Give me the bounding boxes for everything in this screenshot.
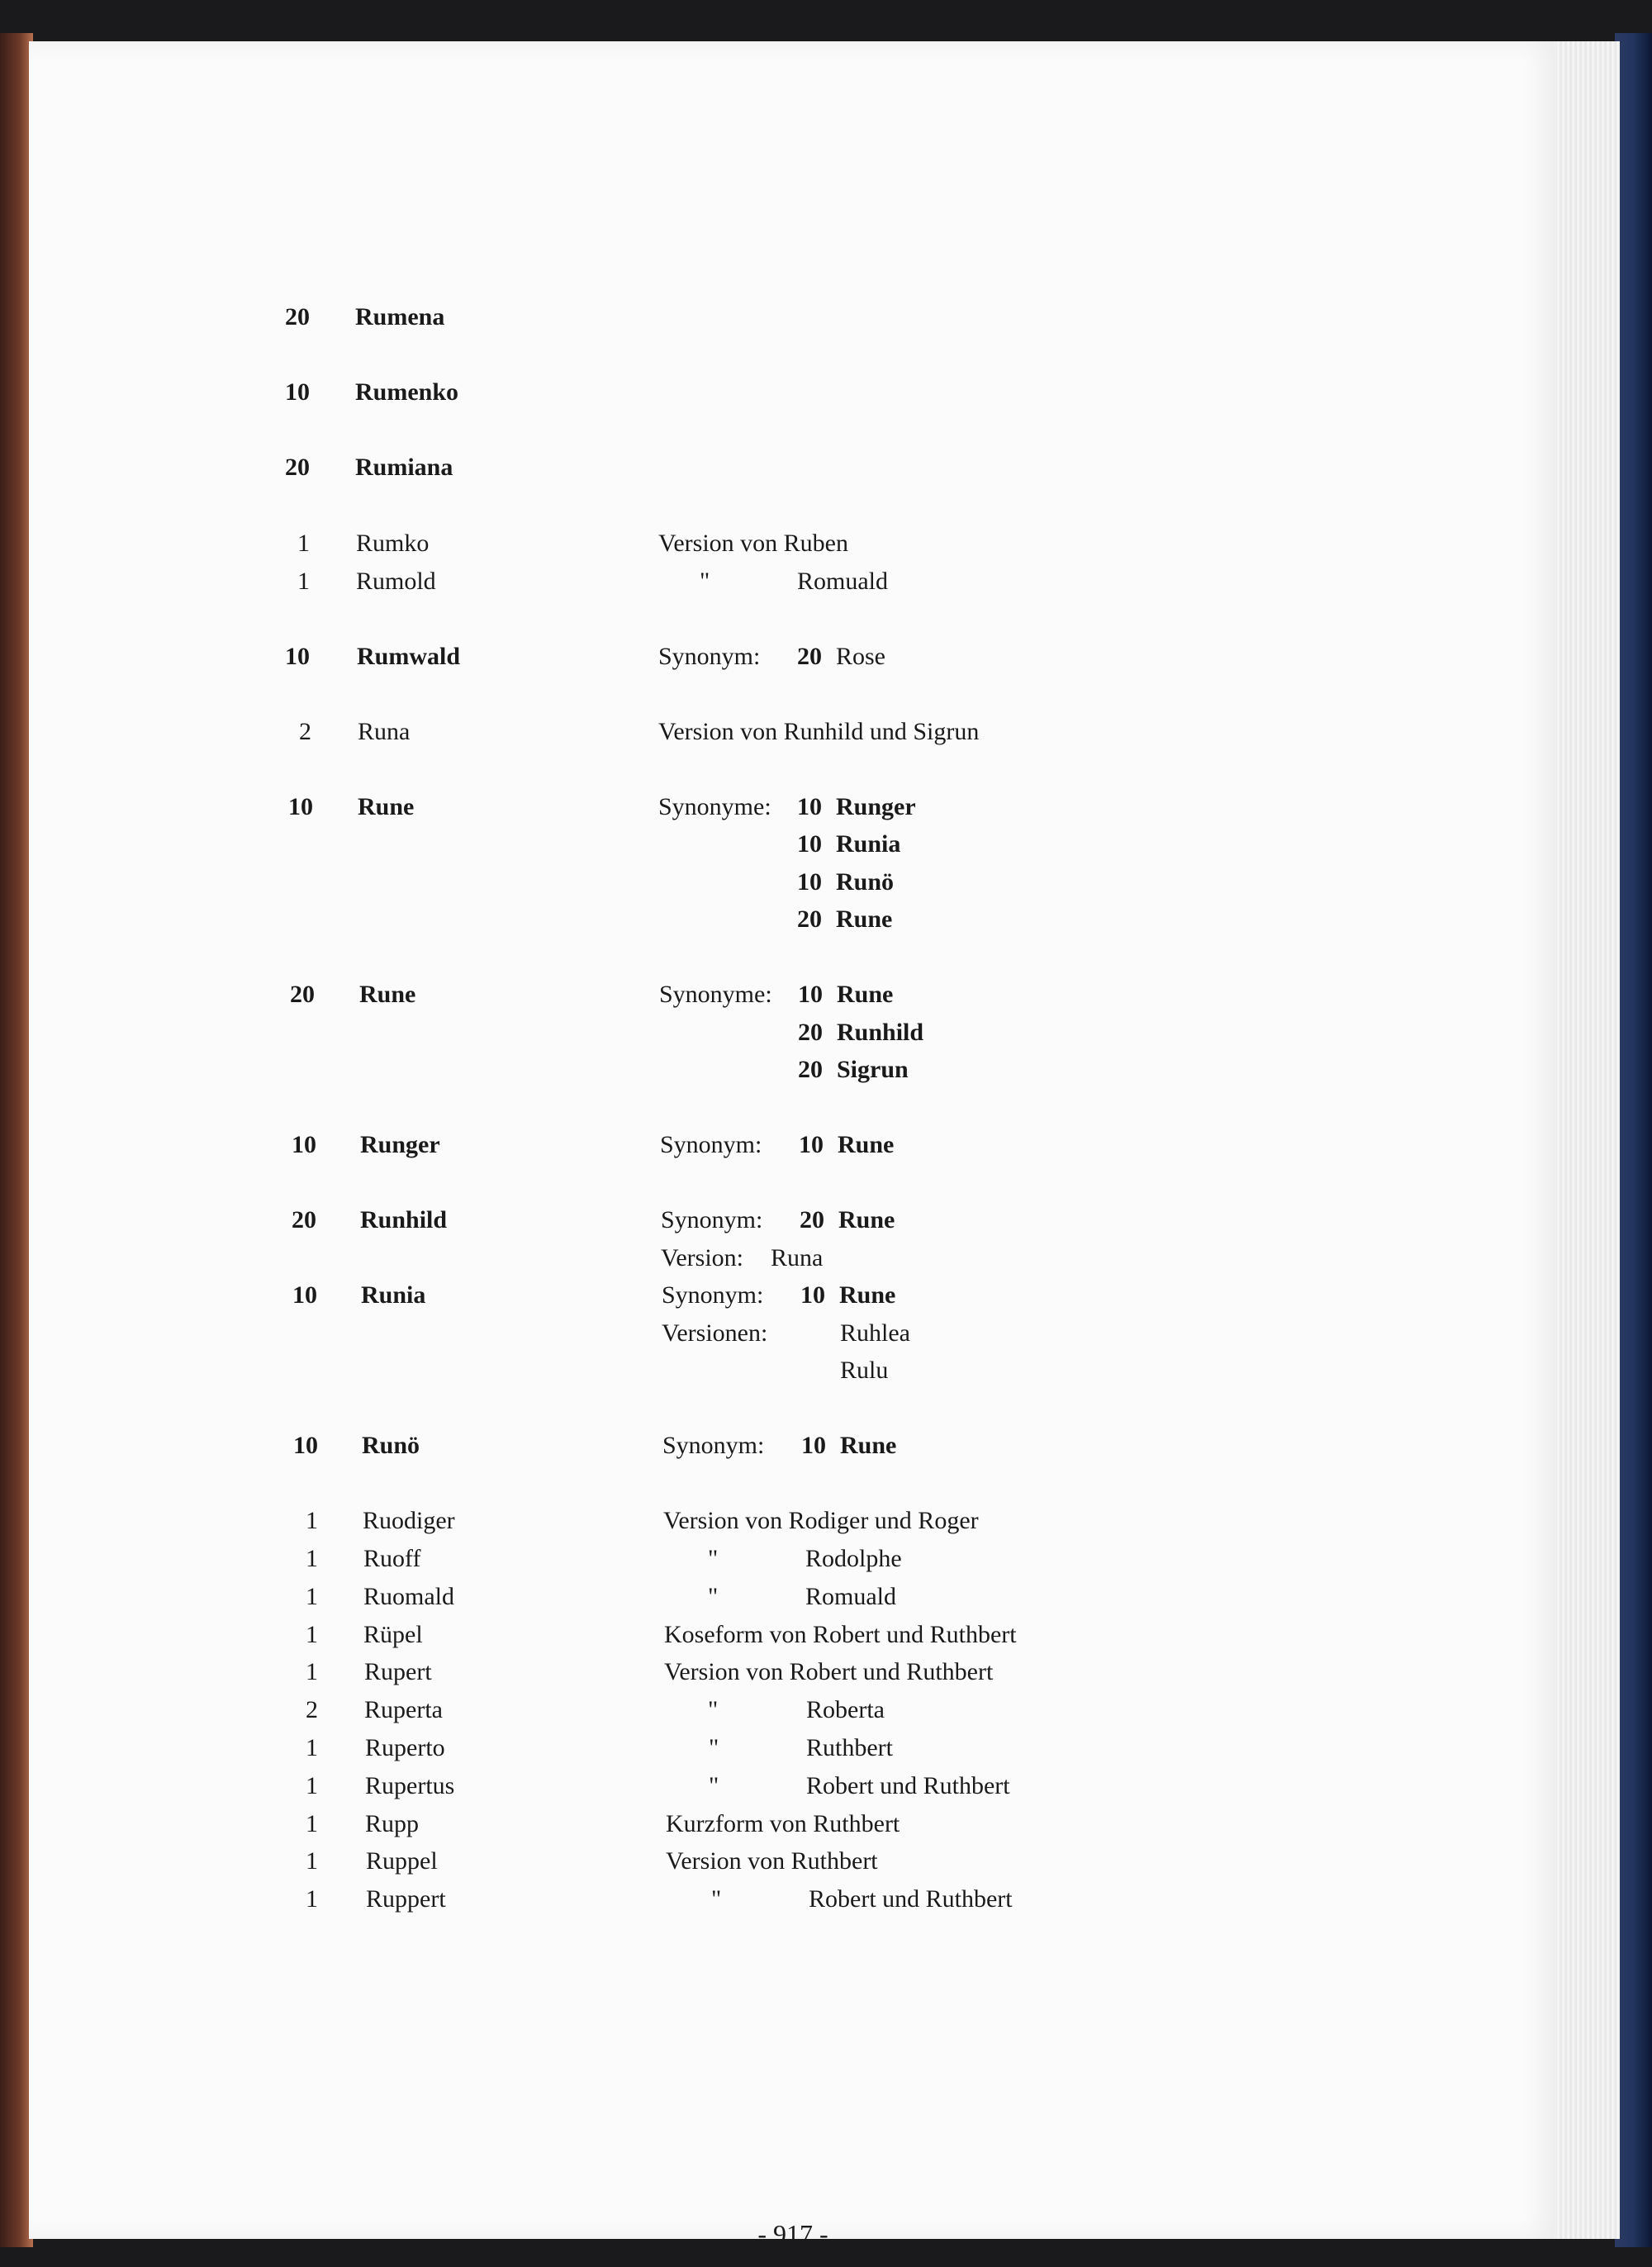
entry-description: Kurzform von Ruthbert — [666, 1810, 900, 1837]
ref-name: Runia — [836, 830, 901, 858]
entry-count: 20 — [285, 454, 310, 481]
entry-description: Version von Robert und Ruthbert — [664, 1658, 994, 1685]
ref-name: Rune — [838, 1206, 895, 1233]
entry-label: Synonym: — [662, 1432, 765, 1459]
version-name: Rulu — [840, 1357, 889, 1384]
entry-count: 1 — [306, 1658, 318, 1685]
ditto-mark: " — [708, 1545, 719, 1572]
version-label: Versionen: — [662, 1319, 768, 1347]
entry-name: Rumwald — [357, 643, 461, 670]
entry-count: 1 — [306, 1885, 318, 1913]
ref-number: 10 — [799, 1131, 824, 1158]
entry-name: Ruodiger — [363, 1507, 455, 1534]
ditto-mark: " — [711, 1885, 722, 1913]
entry-description: Version von Ruben — [658, 530, 848, 557]
ditto-mark: " — [708, 1696, 719, 1723]
ref-number: 20 — [798, 1056, 823, 1083]
entry-name: Runhild — [360, 1206, 448, 1233]
ref-number: 20 — [797, 643, 822, 670]
page-edges — [1553, 41, 1620, 2239]
ref-name: Sigrun — [837, 1056, 909, 1083]
entry-name: Ruomald — [363, 1583, 454, 1610]
entry-count: 20 — [292, 1206, 316, 1233]
entry-label: Synonym: — [661, 1206, 763, 1233]
entry-count: 10 — [285, 643, 310, 670]
ref-number: 10 — [797, 868, 822, 896]
entry-name: Rune — [359, 981, 416, 1008]
entry-name: Rupert — [364, 1658, 432, 1685]
entry-name: Runger — [360, 1131, 440, 1158]
ref-number: 10 — [800, 1281, 825, 1309]
ditto-mark: " — [709, 1734, 719, 1761]
entry-count: 1 — [306, 1734, 318, 1761]
entry-name: Ruppel — [366, 1847, 438, 1875]
version-label: Version: — [661, 1244, 743, 1271]
entry-label: Synonym: — [660, 1131, 762, 1158]
entry-count: 10 — [292, 1281, 317, 1309]
entry-name: Rumold — [356, 568, 436, 595]
entry-count: 20 — [290, 981, 315, 1008]
entry-name: Rumiana — [355, 454, 453, 481]
entry-name: Ruperto — [365, 1734, 445, 1761]
ref-number: 10 — [797, 793, 822, 820]
ref-number: 10 — [798, 981, 823, 1008]
entry-name: Rupertus — [365, 1772, 455, 1799]
entry-description: Rodolphe — [805, 1545, 902, 1572]
entry-count: 10 — [292, 1131, 316, 1158]
entry-count: 1 — [306, 1583, 318, 1610]
entry-name: Runö — [362, 1432, 420, 1459]
entry-description: Version von Ruthbert — [666, 1847, 878, 1875]
entry-description: Roberta — [806, 1696, 885, 1723]
entry-label: Synonyme: — [658, 793, 771, 820]
page-number: - 917 - — [757, 2219, 828, 2249]
ref-name: Rune — [838, 1131, 895, 1158]
book-page — [29, 41, 1557, 2249]
ref-number: 20 — [800, 1206, 824, 1233]
entry-name: Ruppert — [366, 1885, 446, 1913]
ref-name: Rune — [840, 1432, 897, 1459]
ref-name: Rune — [837, 981, 894, 1008]
entry-description: Ruthbert — [806, 1734, 893, 1761]
ref-name: Runger — [836, 793, 916, 820]
entry-name: Ruperta — [364, 1696, 443, 1723]
ref-number: 20 — [797, 905, 822, 933]
entry-description: Romuald — [805, 1583, 896, 1610]
entry-name: Rüpel — [363, 1621, 423, 1648]
entry-name: Rune — [358, 793, 415, 820]
entry-label: Synonym: — [662, 1281, 764, 1309]
version-name: Ruhlea — [840, 1319, 910, 1347]
book-cover-right — [1615, 33, 1652, 2247]
ref-number: 20 — [798, 1019, 823, 1046]
entry-description: Koseform von Robert und Ruthbert — [664, 1621, 1017, 1648]
entry-name: Runia — [361, 1281, 426, 1309]
entry-count: 1 — [306, 1507, 318, 1534]
entry-count: 2 — [306, 1696, 318, 1723]
entry-name: Ruoff — [363, 1545, 421, 1572]
entry-name: Runa — [358, 718, 411, 745]
ditto-mark: " — [708, 1583, 719, 1610]
entry-count: 10 — [288, 793, 313, 820]
entry-count: 1 — [297, 530, 310, 557]
entry-count: 2 — [299, 718, 311, 745]
entry-description: Robert und Ruthbert — [809, 1885, 1013, 1913]
entry-label: Synonym: — [658, 643, 761, 670]
entry-description: Version von Runhild und Sigrun — [658, 718, 980, 745]
ref-name: Runhild — [837, 1019, 924, 1046]
entry-count: 1 — [306, 1772, 318, 1799]
entry-count: 1 — [306, 1545, 318, 1572]
entry-count: 1 — [297, 568, 310, 595]
entry-label: Synonyme: — [659, 981, 772, 1008]
ref-name: Rune — [839, 1281, 896, 1309]
ref-name: Runö — [836, 868, 895, 896]
entry-name: Rumko — [356, 530, 430, 557]
book-cover-left — [0, 33, 33, 2247]
entry-description: Version von Rodiger und Roger — [663, 1507, 979, 1534]
entry-description: Romuald — [797, 568, 888, 595]
version-name: Runa — [771, 1244, 824, 1271]
entry-description: Robert und Ruthbert — [806, 1772, 1010, 1799]
ref-number: 10 — [797, 830, 822, 858]
entry-name: Rumena — [355, 303, 445, 330]
entry-name: Rupp — [365, 1810, 420, 1837]
entry-count: 10 — [285, 378, 310, 406]
entry-count: 1 — [306, 1621, 318, 1648]
ref-number: 10 — [801, 1432, 826, 1459]
entry-count: 10 — [293, 1432, 318, 1459]
entry-description: Rose — [836, 643, 885, 670]
ditto-mark: " — [709, 1772, 719, 1799]
entry-count: 1 — [306, 1810, 318, 1837]
ref-name: Rune — [836, 905, 893, 933]
entry-count: 20 — [285, 303, 310, 330]
entry-count: 1 — [306, 1847, 318, 1875]
entry-name: Rumenko — [355, 378, 459, 406]
ditto-mark: " — [700, 568, 710, 595]
